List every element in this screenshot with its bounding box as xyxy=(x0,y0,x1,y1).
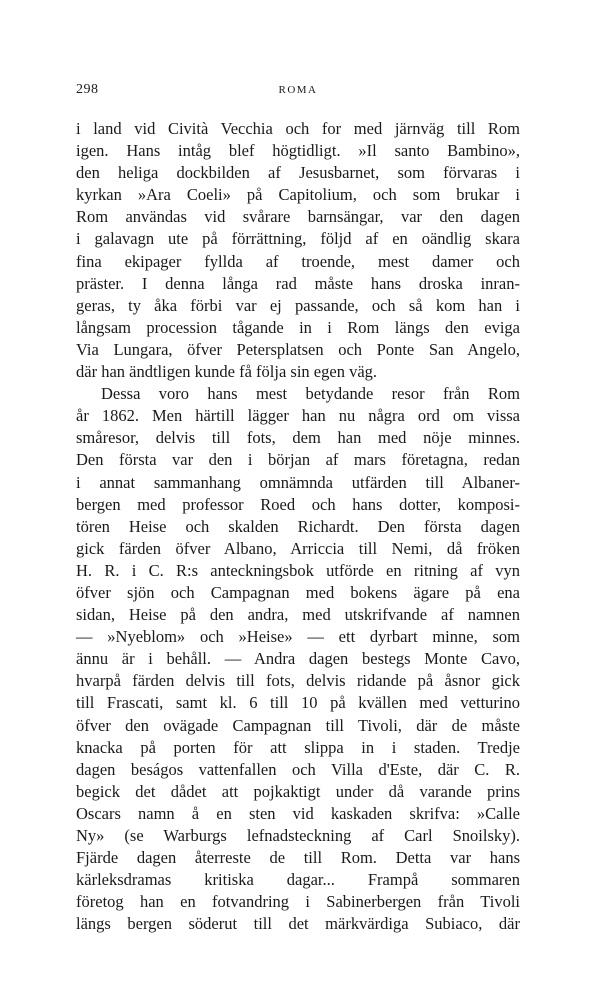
text-line: Den första var den i början af mars företagna, redan xyxy=(76,450,520,470)
text-line: geras, ty åka förbi var ej passande, och så kom han i xyxy=(76,295,520,315)
text-line: småresor, delvis till fots, dem han med nöje minnes. xyxy=(76,428,520,448)
text-line: igen. Hans intåg blef högtidligt. »Il santo Bambino», xyxy=(76,141,520,161)
text-line: tören Heise och skalden Richardt. Den första dagen xyxy=(76,516,520,536)
text-line: bergen med professor Roed och hans dotter, komposi- xyxy=(76,494,520,514)
text-line: kärleksdramas kritiska dagar... Frampå sommaren xyxy=(76,870,520,890)
text-line: knacka på porten för att slippa in i staden. Tredje xyxy=(76,737,520,757)
text-line: Dessa voro hans mest betydande resor från Rom xyxy=(101,384,520,404)
text-line: Via Lungara, öfver Petersplatsen och Ponte San Angelo, xyxy=(76,339,520,359)
text-line: där han ändtligen kunde få följa sin egen väg. xyxy=(76,362,378,382)
text-line: längs bergen söderut till det märkvärdiga Subiaco, där xyxy=(76,914,520,934)
text-line: i galavagn ute på förrättning, följd af en oändlig skara xyxy=(76,229,520,249)
page-number: 298 xyxy=(76,82,99,97)
text-line: långsam procession tågande in i Rom längs den eviga xyxy=(76,317,520,337)
text-line: i land vid Cività Vecchia och for med järnväg till Rom xyxy=(76,119,520,138)
text-line: begick det dådet att pojkaktigt under då varande prins xyxy=(76,781,520,801)
text-line: företog han en fotvandring i Sabinerbergen från Tivoli xyxy=(76,892,520,912)
running-head xyxy=(76,82,520,102)
book-page xyxy=(76,82,520,935)
text-line: gick färden öfver Albano, Arriccia till Nemi, då fröken xyxy=(76,538,520,558)
text-line: Oscars namn å en sten vid kaskaden skrifva: »Calle xyxy=(76,803,520,823)
text-line: fina ekipager fyllda af troende, mest damer och xyxy=(76,251,520,271)
body-text xyxy=(76,118,520,935)
text-line: ännu är i behåll. — Andra dagen bestegs Monte Cavo, xyxy=(76,649,520,669)
text-line: Rom användas vid svårare barnsängar, var den dagen xyxy=(76,207,520,227)
text-line: öfver sjön och Campagnan med bokens ägare på ena xyxy=(76,582,520,602)
text-line: Fjärde dagen återreste de till Rom. Detta var hans xyxy=(76,848,520,868)
text-line: öfver den ovägade Campagnan till Tivoli, där de måste xyxy=(76,715,520,735)
text-line: i annat sammanhang omnämnda utfärden till Albaner- xyxy=(76,472,520,492)
text-line: den heliga dockbilden af Jesusbarnet, som förvaras i xyxy=(76,163,520,183)
running-title: ROMA xyxy=(278,84,318,96)
text-line: år 1862. Men härtill lägger han nu några ord om vissa xyxy=(76,406,520,426)
text-line: H. R. i C. R:s anteckningsbok utförde en ritning af vyn xyxy=(76,560,520,580)
text-line: hvarpå färden delvis till fots, delvis ridande på åsnor gick xyxy=(76,671,520,691)
text-line: Ny» (se Warburgs lefnadsteckning af Carl Snoilsky). xyxy=(76,826,520,845)
text-line: dagen beságos vattenfallen och Villa d'Este, där C. R. xyxy=(76,759,520,779)
text-line: kyrkan »Ara Coeli» på Capitolium, och som brukar i xyxy=(76,185,520,205)
text-line: — »Nyeblom» och »Heise» — ett dyrbart minne, som xyxy=(76,627,520,647)
text-line: till Frascati, samt kl. 6 till 10 på kvällen med vetturino xyxy=(76,693,520,713)
text-line: sidan, Heise på den andra, med utskrifvande af namnen xyxy=(76,605,520,625)
text-line: präster. I denna långa rad måste hans droska inran- xyxy=(76,273,520,293)
